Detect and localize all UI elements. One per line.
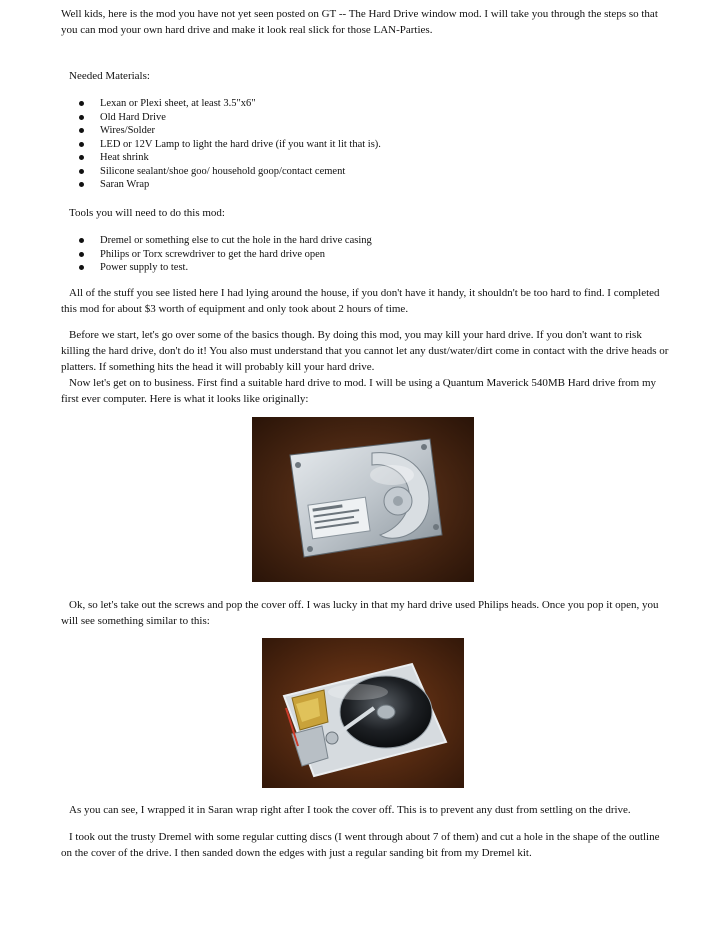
paragraph-choose-drive: Now let's get on to business. First find a suitable hard drive to mod. I will be using a Quantum Maverick 540MB Hard drive from my first ever computer. Here is what it looks like originally: bbox=[61, 377, 657, 405]
list-item: LED or 12V Lamp to light the hard drive (if you want it lit that is). bbox=[61, 138, 381, 152]
paragraph-dremel: I took out the trusty Dremel with some regular cutting discs (I went through about 7 of them) and cut a hole in the shape of the outline on the cover of the drive. I then sanded down the edges with just a regular sanding bit from my Dremel kit. bbox=[61, 831, 660, 859]
list-item: Power supply to test. bbox=[61, 261, 372, 275]
opened-hard-drive-photo bbox=[262, 638, 464, 788]
materials-list bbox=[61, 97, 381, 192]
paragraph-open-cover: Ok, so let's take out the screws and pop the cover off. I was lucky in that my hard drive used Philips heads. Once you pop it open, you will see something similar to this: bbox=[61, 599, 659, 627]
bullet-icon bbox=[79, 169, 84, 174]
materials-heading: Needed Materials: bbox=[69, 70, 150, 82]
bullet-icon bbox=[79, 101, 84, 106]
list-item: Heat shrink bbox=[61, 151, 381, 165]
bullet-icon bbox=[79, 265, 84, 270]
bullet-icon bbox=[79, 252, 84, 257]
list-item: Old Hard Drive bbox=[61, 111, 381, 125]
paragraph-saran-wrap: As you can see, I wrapped it in Saran wrap right after I took the cover off. This is to prevent any dust from settling on the drive. bbox=[69, 804, 631, 816]
tools-heading: Tools you will need to do this mod: bbox=[69, 207, 225, 219]
bullet-icon bbox=[79, 182, 84, 187]
list-item: Dremel or something else to cut the hole in the hard drive casing bbox=[61, 234, 372, 248]
list-item: Philips or Torx screwdriver to get the hard drive open bbox=[61, 248, 372, 262]
paragraph-warning: Before we start, let's go over some of the basics though. By doing this mod, you may kill your hard drive. If you don't want to risk killing the hard drive, don't do it! You also must understand that you cannot let any dust/water/dirt come in contact with the drive heads or platters. If something hits the head it will probably kill your hard drive. bbox=[61, 329, 669, 373]
bullet-icon bbox=[79, 115, 84, 120]
list-item: Saran Wrap bbox=[61, 178, 381, 192]
intro-paragraph: Well kids, here is the mod you have not yet seen posted on GT -- The Hard Drive window mod. I will take you through the steps so that you can mod your own hard drive and make it look real slick for those LAN-Parties. bbox=[61, 8, 658, 36]
tools-list bbox=[61, 234, 372, 275]
list-item: Lexan or Plexi sheet, at least 3.5"x6" bbox=[61, 97, 381, 111]
bullet-icon bbox=[79, 128, 84, 133]
list-item: Wires/Solder bbox=[61, 124, 381, 138]
paragraph-supplies: All of the stuff you see listed here I had lying around the house, if you don't have it handy, it shouldn't be too hard to find. I completed this mod for about $3 worth of equipment and only took about 2 hours of time. bbox=[61, 287, 660, 315]
bullet-icon bbox=[79, 155, 84, 160]
closed-hard-drive-photo bbox=[252, 417, 474, 582]
bullet-icon bbox=[79, 142, 84, 147]
list-item: Silicone sealant/shoe goo/ household goop/contact cement bbox=[61, 165, 381, 179]
bullet-icon bbox=[79, 238, 84, 243]
